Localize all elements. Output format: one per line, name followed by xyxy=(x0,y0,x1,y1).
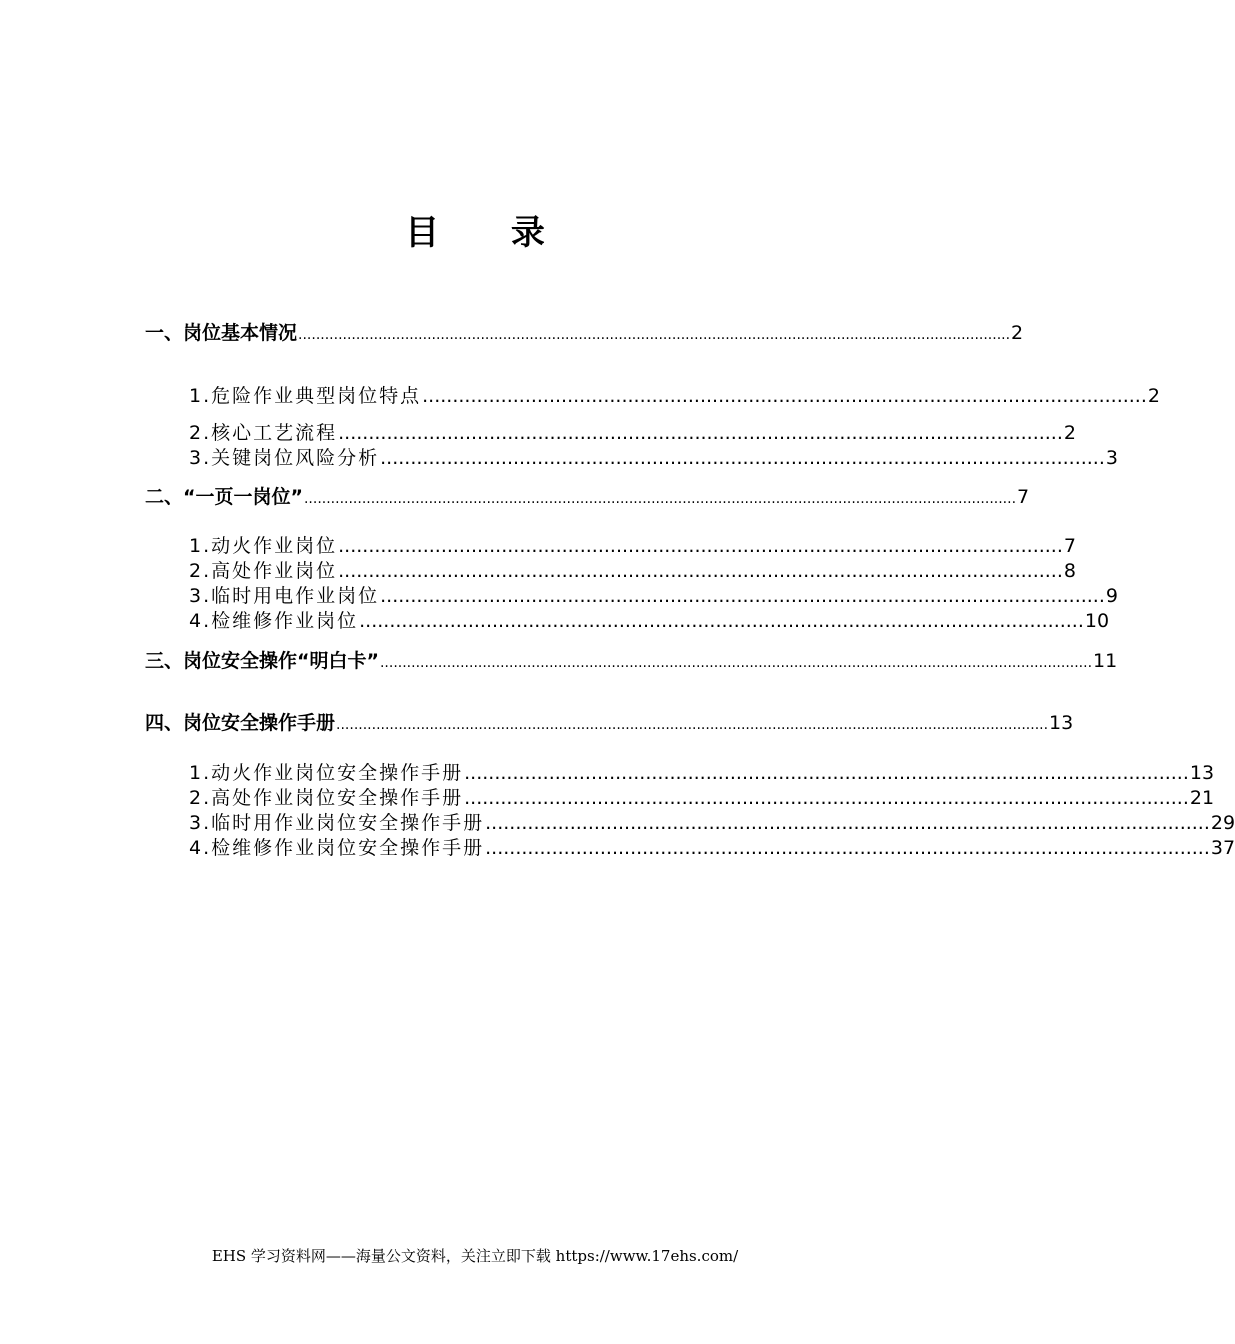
toc-leader: ........................................................................................................................ xyxy=(422,385,1147,407)
toc-entry[interactable] xyxy=(189,758,1215,785)
toc-entry-page: 2 xyxy=(1063,422,1076,444)
toc-entry-page: 13 xyxy=(1049,712,1074,734)
toc-entry-label: 4.检维修作业岗位安全操作手册 xyxy=(189,837,485,859)
toc-entry-page: 21 xyxy=(1189,787,1215,809)
toc-entry-page: 7 xyxy=(1063,535,1076,557)
toc-entry[interactable] xyxy=(189,418,1076,445)
toc-entry-label: 四、岗位安全操作手册 xyxy=(145,712,336,734)
toc-entry-label: 1.动火作业岗位安全操作手册 xyxy=(189,762,464,784)
toc-entry[interactable] xyxy=(189,783,1215,810)
toc-entry-page: 7 xyxy=(1017,486,1030,508)
toc-leader: ........................................................................................................................ xyxy=(359,610,1084,632)
toc-entry-label: 一、岗位基本情况 xyxy=(145,322,298,344)
toc-entry[interactable] xyxy=(145,482,1030,509)
toc-entry-label: 3.关键岗位风险分析 xyxy=(189,447,380,469)
toc-entry-page: 3 xyxy=(1105,447,1118,469)
toc-entry-page: 29 xyxy=(1210,812,1235,834)
toc-leader: ........................................................................................................................ xyxy=(380,447,1105,469)
toc-leader: ........................................................................................................................ xyxy=(338,535,1063,557)
toc-entry-label: 2.核心工艺流程 xyxy=(189,422,338,444)
toc-entry-page: 2 xyxy=(1147,385,1160,407)
toc-entry[interactable] xyxy=(189,443,1118,470)
toc-entry[interactable] xyxy=(145,708,1074,735)
toc-entry-label: 3.临时用电作业岗位 xyxy=(189,585,380,607)
toc-entry-label: 二、“一页一岗位” xyxy=(145,486,303,508)
toc-entry-label: 4.检维修作业岗位 xyxy=(189,610,359,632)
toc-entry-label: 2.高处作业岗位 xyxy=(189,560,338,582)
toc-leader: ........................................................................................................................ xyxy=(464,762,1189,784)
toc-entry-page: 11 xyxy=(1093,650,1118,672)
toc-entry-page: 2 xyxy=(1011,322,1024,344)
toc-entry[interactable] xyxy=(189,808,1235,835)
toc-entry[interactable] xyxy=(189,581,1118,608)
toc-entry-page: 37 xyxy=(1210,837,1235,859)
toc-leader: ........................................................................................................................ xyxy=(338,422,1063,444)
toc-entry[interactable] xyxy=(189,531,1076,558)
toc-leader: ........................................................................................................................ xyxy=(485,837,1210,859)
toc-entry-label: 2.高处作业岗位安全操作手册 xyxy=(189,787,464,809)
toc-entry[interactable] xyxy=(189,556,1076,583)
toc-leader: ................................................................................................................................................................ xyxy=(298,327,1011,343)
toc-leader: ........................................................................................................................ xyxy=(338,560,1063,582)
toc-entry-label: 1.危险作业典型岗位特点 xyxy=(189,385,422,407)
toc-entry-page: 8 xyxy=(1063,560,1076,582)
toc-entry-page: 10 xyxy=(1084,610,1110,632)
toc-leader: ................................................................................................................................................................ xyxy=(303,491,1017,507)
toc-leader: ................................................................................................................................................................ xyxy=(379,655,1093,671)
toc-entry-page: 13 xyxy=(1189,762,1215,784)
toc-entry[interactable] xyxy=(189,606,1110,633)
toc-entry-label: 三、岗位安全操作“明白卡” xyxy=(145,650,379,672)
toc-leader: ........................................................................................................................ xyxy=(464,787,1189,809)
toc-entry[interactable] xyxy=(145,318,1024,345)
toc-entry[interactable] xyxy=(189,381,1160,408)
toc-leader: ........................................................................................................................ xyxy=(380,585,1105,607)
toc-entry-label: 3.临时用作业岗位安全操作手册 xyxy=(189,812,485,834)
toc-entry[interactable] xyxy=(145,646,1118,673)
toc-entry-label: 1.动火作业岗位 xyxy=(189,535,338,557)
toc-entry[interactable] xyxy=(189,833,1235,860)
page-footer: EHS 学习资料网——海量公文资料，关注立即下载 https://www.17ehs.com/ xyxy=(211,1247,739,1265)
toc-leader: ........................................................................................................................ xyxy=(485,812,1210,834)
page-title: 目 录 xyxy=(405,213,575,253)
toc-leader: ................................................................................................................................................................ xyxy=(336,717,1049,733)
toc-entry-page: 9 xyxy=(1105,585,1118,607)
